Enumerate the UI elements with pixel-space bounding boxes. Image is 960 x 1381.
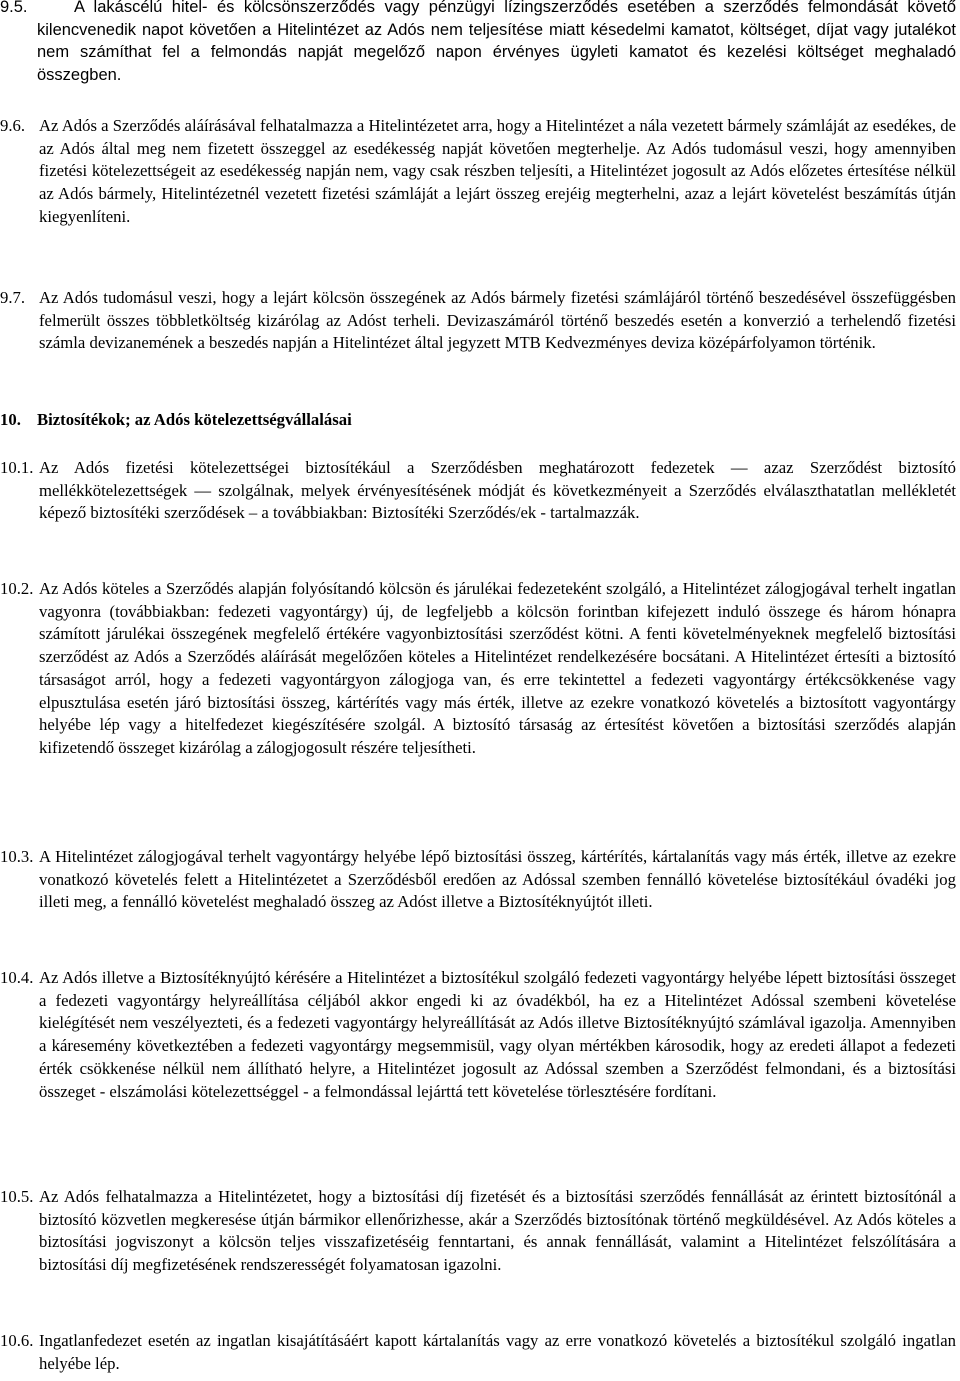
paragraph-10-3 [0, 846, 956, 914]
paragraph-10-2 [0, 578, 956, 760]
paragraph-text: Ingatlanfedezet esetén az ingatlan kisajátításáért kapott kártalanítás vagy az erre vonatkozó követelés a biztosítékul szolgáló ingatlan helyébe lép. [39, 1331, 956, 1373]
section-title: Biztosítékok; az Adós kötelezettségvállalásai [37, 410, 352, 429]
paragraph-text: Az Adós köteles a Szerződés alapján folyósítandó kölcsön és járulékai fedezeteként szolgáló, a Hitelintézet zálogjogával terhelt ingatlan vagyonra (továbbiakban: fedezeti vagyontárgy) új, de legfeljebb a kölcsön forintban kifejezett induló összege és három hónapra számított járulékai összegének megfelelő értékére vagyonbiztosítási szerződést kötni. A fenti követelményeknek megfelelő biztosítási szerződést az Adós a Szerződés aláírását megelőzően köteles a Hitelintézet rendelkezésére bocsátani. A Hitelintézet értesíti a biztosító társaságot arról, hogy a fedezeti vagyontárgyon zálogjoga van, és erre tekintettel a fedezeti vagyontárgy értékcsökkenése vagy elpusztulása esetén járó biztosítási összeg, kártérítés vagy más érték, illetve az ezekre vonatkozó követelés a biztosított vagyontárgy helyébe lép vagy a hitelfedezet kiegészítésére szolgál. A biztosító társaság az értesítést követően a biztosítási szerződés alapján kifizetendő összeget kizárólag a zálogjogosult részére teljesítheti. [39, 579, 956, 757]
paragraph-text: Az Adós felhatalmazza a Hitelintézetet, hogy a biztosítási díj fizetését és a biztosítási szerződés fennállását az érintett biztosítónál a biztosító közvetlen megkeresése útján bármikor ellenőrizhesse, akár a Szerződés biztosítónak történő megküldésével. Az Adós köteles a biztosítási jogviszonyt a kölcsön teljes visszafizetéséig fenntartani, és annak fennállását, valamint a Hitelintézet felszólítására a biztosítási díj megfizetésének rendszerességét folyamatosan igazolni. [39, 1187, 956, 1275]
paragraph-number: 10.5. [0, 1187, 34, 1206]
paragraph-text: Az Adós illetve a Biztosítéknyújtó kérésére a Hitelintézet a biztosítékul szolgáló fedezeti vagyontárgy helyébe lépett biztosítási összeget a fedezeti vagyontárgy helyreállítása céljából akkor engedi ki az óvadékból, ha ez a Hitelintézet Adóssal szembeni követelése kielégítését nem veszélyezteti, és a fedezeti vagyontárgy helyreállítását az Adós illetve Biztosítéknyújtó számlával igazolja. Amennyiben a káresemény következtében a fedezeti vagyontárgy megsemmisül, vagy olyan mértékben károsodik, hogy az eredeti állapot a fedezeti érték csökkenése nélkül nem állítható helyre, a Hitelintézet jogosult az Adóssal szemben a Szerződést felmondani, és a biztosítási összeget - elszámolási kötelezettséggel - a felmondással lejárttá tett követelése törlesztésére fordítani. [39, 968, 956, 1101]
paragraph-10-6 [0, 1330, 956, 1375]
paragraph-number: 10.3. [0, 847, 34, 866]
paragraph-9-7 [0, 287, 956, 355]
paragraph-10-5 [0, 1186, 956, 1277]
paragraph-number: 10.6. [0, 1331, 34, 1350]
paragraph-text: Az Adós a Szerződés aláírásával felhatalmazza a Hitelintézetet arra, hogy a Hitelintézet a nála vezetett bármely számláját az esedékes, de az Adós által meg nem fizetett összeggel az esedékesség napját követően megterhelje. Az Adós tudomásul veszi, hogy amennyiben fizetési kötelezettségeit az esedékesség napján nem, vagy csak részben teljesíti, a Hitelintézet jogosult az Adós előzetes értesítése nélkül az Adós bármely, Hitelintézetnél vezetett fizetési számláját a lejárt összeg erejéig megterhelni, azaz a lejárt követelést beszámítás útján kiegyenlíteni. [39, 116, 956, 226]
paragraph-text: A lakáscélú hitel- és kölcsönszerződés vagy pénzügyi lízingszerződés esetében a szerződés felmondását követő kilencvenedik napot követően a Hitelintézet az Adós nem teljesítése miatt késedelmi kamatot, költséget, díjat vagy jutalékot nem számíthat fel a felmondás napját megelőző napon érvényes ügyleti kamatot és kezelési költséget meghaladó összegben. [37, 0, 956, 85]
paragraph-10-1 [0, 457, 956, 525]
paragraph-number: 9.7. [0, 288, 26, 307]
paragraph-text: Az Adós tudomásul veszi, hogy a lejárt kölcsön összegének az Adós bármely fizetési számlájáról történő beszedésével összefüggésben felmerült összes többletköltség kizárólag az Adóst terheli. Devizaszámáról történő beszedés esetén a konverzió a terhelendő fizetési számla devizanemének a beszedés napján a Hitelintézet által jegyzett MTB Kedvezményes deviza középárfolyamon történik. [39, 288, 956, 353]
paragraph-number: 10.1. [0, 458, 34, 477]
paragraph-text: Az Adós fizetési kötelezettségei biztosítékául a Szerződésben meghatározott fedezetek — azaz Szerződést biztosító mellékkötelezettségek — szolgálnak, melyek érvényesítésének módját és következményeit a Szerződés elválaszthatatlan mellékletét képező biztosítéki szerződések – a továbbiakban: Biztosítéki Szerződés/ek - tartalmazzák. [39, 458, 956, 523]
paragraph-text: A Hitelintézet zálogjogával terhelt vagyontárgy helyébe lépő biztosítási összeg, kártérítés, kártalanítás vagy más érték, illetve az ezekre vonatkozó követelés felett a Hitelintézetet a Szerződésből eredően az Adóssal szemben fennálló követelése biztosítékául óvadéki jog illeti meg, a fennálló követelést meghaladó összeg az Adóst illetve a Biztosítéknyújtót illeti. [39, 847, 956, 912]
paragraph-9-5 [0, 0, 956, 87]
paragraph-number: 10.2. [0, 579, 34, 598]
paragraph-number: 9.6. [0, 116, 26, 135]
section-heading-10 [0, 409, 956, 432]
paragraph-number: 10.4. [0, 968, 34, 987]
paragraph-9-6 [0, 115, 956, 229]
paragraph-10-4 [0, 967, 956, 1103]
section-number: 10. [0, 410, 21, 429]
paragraph-number: 9.5. [0, 0, 28, 16]
